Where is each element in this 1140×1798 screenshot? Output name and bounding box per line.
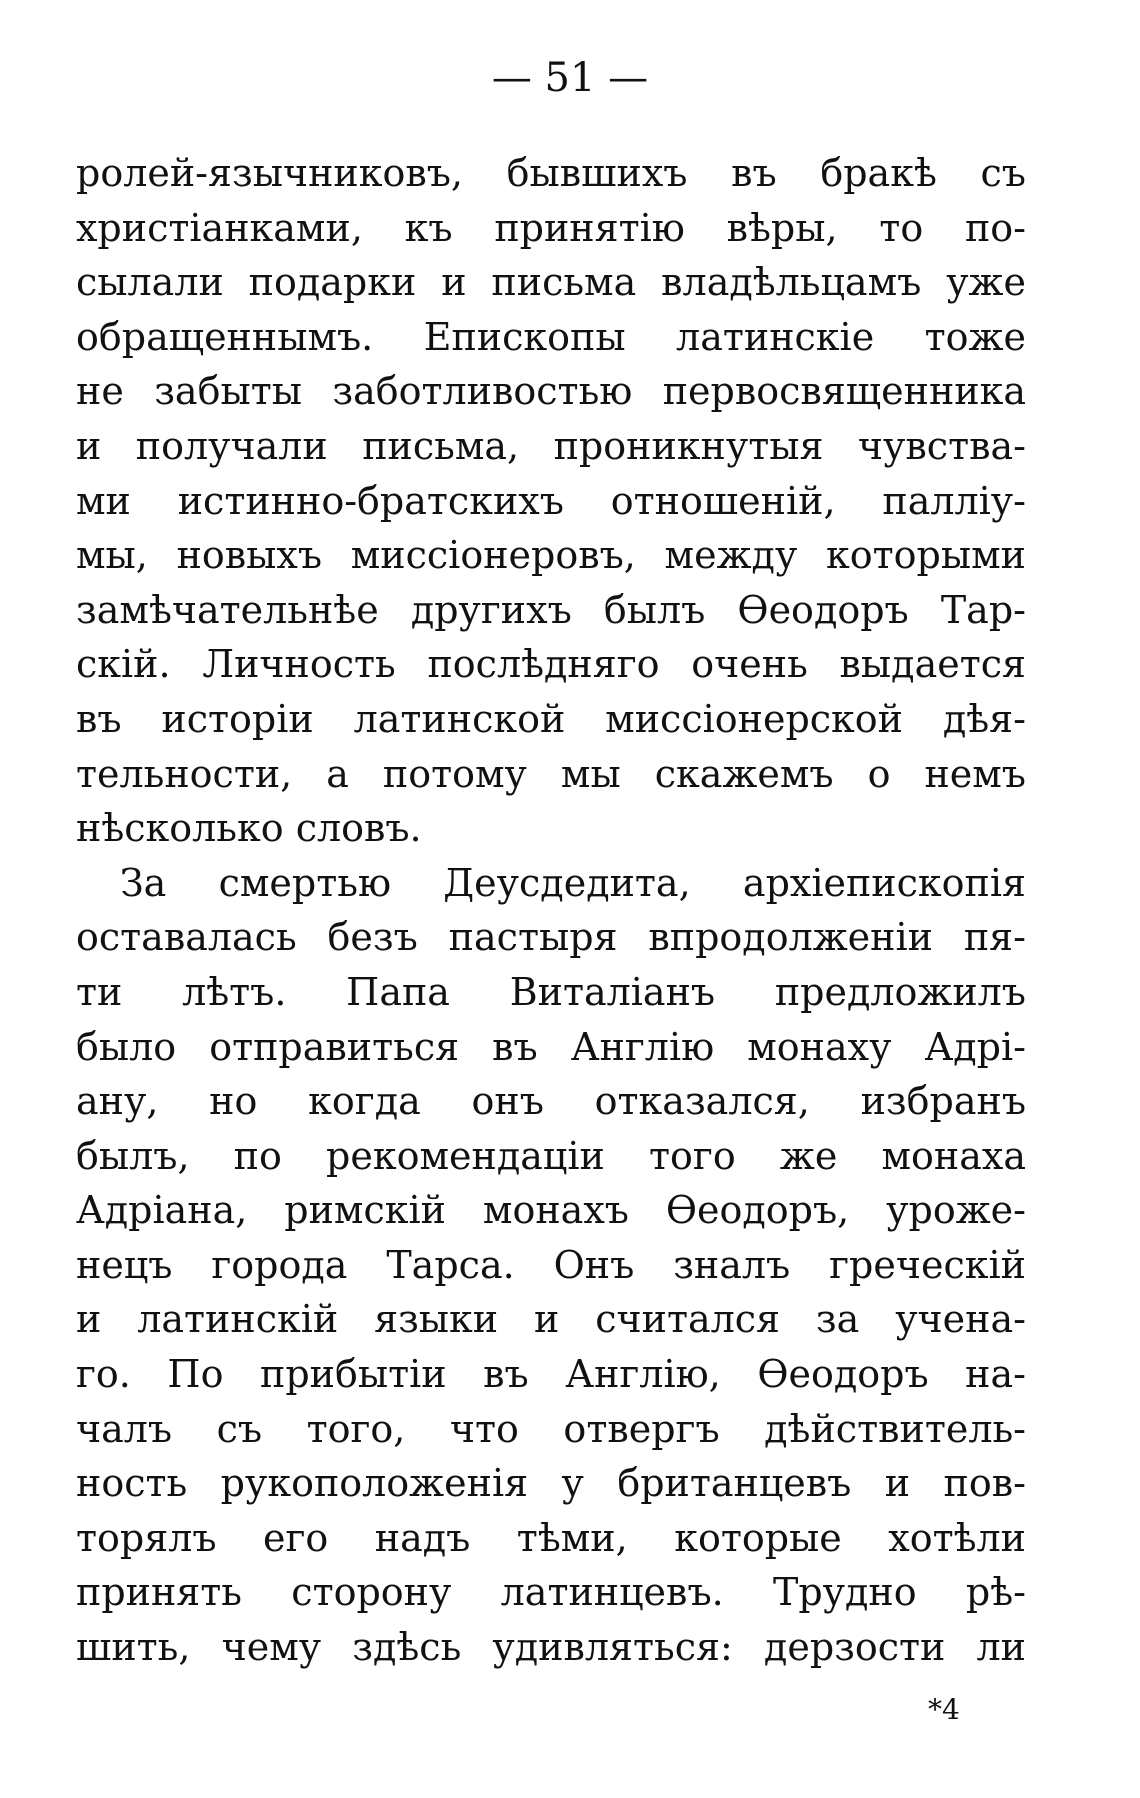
text-line: ность рукоположенія у британцевъ и пов- [76,1461,1026,1506]
text-line: скій. Личность послѣдняго очень выдается [76,642,1026,687]
signature-mark: *4 [928,1693,960,1726]
page-number: — 51 — [491,55,649,101]
text-line: принять сторону латинцевъ. Трудно рѣ- [76,1570,1026,1615]
text-line: христіанками, къ принятію вѣры, то по- [76,205,1026,250]
text-line: нѣсколько словъ. [76,806,422,851]
text-line: обращеннымъ. Епископы латинскіе тоже [76,314,1026,359]
text-line: нецъ города Тарса. Онъ зналъ греческій [76,1242,1026,1287]
text-line: Адріана, римскій монахъ Ѳеодоръ, уроже- [76,1188,1026,1233]
text-line: тельности, а потому мы скажемъ о немъ [76,751,1026,796]
text-line: ану, но когда онъ отказался, избранъ [76,1079,1026,1124]
text-line: го. По прибытіи въ Англію, Ѳеодоръ на- [76,1352,1026,1397]
text-line: замѣчательнѣе другихъ былъ Ѳеодоръ Тар- [76,587,1026,632]
body-text [76,146,1026,1675]
text-line: За смертью Деусдедита, архіепископія [120,860,1026,905]
text-line: въ исторіи латинской миссіонерской дѣя- [76,696,1026,741]
text-line: и латинскій языки и считался за учена- [76,1297,1026,1342]
text-line: сылали подарки и письма владѣльцамъ уже [76,260,1026,305]
text-line: не забыты заботливостью первосвященника [76,369,1026,414]
text-line: ролей-язычниковъ, бывшихъ въ бракѣ съ [76,151,1026,195]
text-line: оставалась безъ пастыря впродолженіи пя- [76,915,1026,960]
text-line: торялъ его надъ тѣми, которые хотѣли [76,1515,1026,1560]
text-line: чалъ съ того, что отвергъ дѣйствитель- [76,1406,1026,1451]
text-line: былъ, по рекомендаціи того же монаха [76,1133,1026,1178]
text-line: и получали письма, проникнутыя чувства- [76,423,1026,468]
text-line: ми истинно-братскихъ отношеній, палліу- [76,478,1026,523]
text-line: было отправиться въ Англію монаху Адрі- [76,1024,1026,1069]
text-line: шить, чему здѣсь удивляться: дерзости ли [76,1625,1026,1670]
text-line: мы, новыхъ миссіонеровъ, между которыми [76,533,1026,578]
text-line: ти лѣтъ. Папа Виталіанъ предложилъ [76,969,1026,1014]
